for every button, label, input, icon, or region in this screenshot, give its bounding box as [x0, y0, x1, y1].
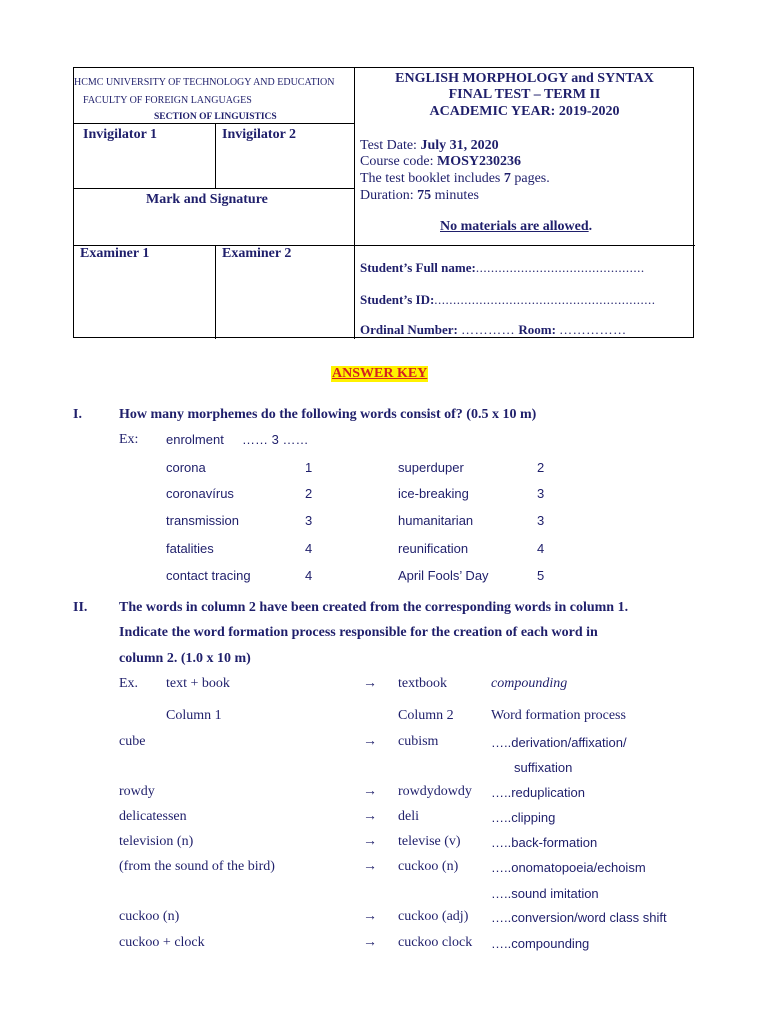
morpheme-count: 1: [305, 460, 313, 475]
arrow-icon: →: [363, 935, 377, 950]
section-2-ex-label: Ex.: [119, 676, 139, 691]
column-3-header: Word formation process: [491, 708, 626, 723]
morpheme-count: 3: [305, 513, 313, 528]
morpheme-word: fatalities: [166, 541, 214, 556]
university-name: HCMC UNIVERSITY OF TECHNOLOGY AND EDUCATION: [74, 77, 335, 88]
examiner-divider: [215, 245, 216, 339]
source-word: cuckoo (n): [119, 909, 180, 924]
section-1-ex-label: Ex:: [119, 432, 139, 447]
source-word: cube: [119, 734, 146, 749]
ordinal-room: Ordinal Number: ………… Room: ……………: [360, 322, 627, 337]
formation-process: …..onomatopoeia/echoism: [491, 860, 646, 875]
morpheme-count: 4: [537, 541, 545, 556]
arrow-icon: →: [363, 784, 377, 799]
arrow-icon: →: [363, 859, 377, 874]
header-divider-vertical: [354, 68, 355, 339]
morpheme-count: 5: [537, 568, 545, 583]
morpheme-word: transmission: [166, 513, 239, 528]
section-1-number: I.: [73, 407, 82, 422]
examiner-2-label: Examiner 2: [222, 246, 292, 261]
section-2-question-3: column 2. (1.0 x 10 m): [119, 651, 251, 666]
formation-process: …..compounding: [491, 936, 590, 951]
morpheme-word: coronavírus: [166, 486, 234, 501]
course-title-line-2: FINAL TEST – TERM II: [448, 87, 601, 102]
section-2-number: II.: [73, 600, 88, 615]
invigilator-2-label: Invigilator 2: [222, 127, 297, 142]
arrow-icon: →: [363, 809, 377, 824]
section-2-ex-source: text + book: [166, 676, 230, 691]
invigilator-divider: [215, 123, 216, 188]
morpheme-count: 4: [305, 568, 313, 583]
student-id: Student’s ID:...........................................................: [360, 292, 656, 307]
source-word: television (n): [119, 834, 194, 849]
student-full-name: Student’s Full name:.............................................: [360, 260, 645, 275]
formation-process: …..clipping: [491, 810, 556, 825]
source-word: (from the sound of the bird): [119, 859, 275, 874]
header-line-1: [74, 123, 354, 124]
section-2-question-1: The words in column 2 have been created from the corresponding words in column 1.: [119, 600, 629, 615]
arrow-icon: →: [363, 834, 377, 849]
test-date: Test Date: July 31, 2020: [360, 138, 499, 153]
morpheme-count: 3: [537, 486, 545, 501]
formation-process: …..derivation/affixation/: [491, 735, 627, 750]
arrow-icon: →: [363, 676, 377, 691]
section-2-ex-process: compounding: [491, 676, 568, 691]
target-word: cuckoo (n): [398, 859, 459, 874]
arrow-icon: →: [363, 734, 377, 749]
section-1-ex-answer: …… 3 ……: [242, 432, 309, 447]
header-line-2: [74, 188, 354, 189]
source-word: delicatessen: [119, 809, 187, 824]
column-2-header: Column 2: [398, 708, 454, 723]
formation-process: suffixation: [514, 760, 573, 775]
course-title-line-1: ENGLISH MORPHOLOGY and SYNTAX: [395, 71, 654, 86]
morpheme-count: 3: [537, 513, 545, 528]
course-title-line-3: ACADEMIC YEAR: 2019-2020: [429, 104, 620, 119]
target-word: deli: [398, 809, 419, 824]
invigilator-1-label: Invigilator 1: [83, 127, 158, 142]
section-1-ex-word: enrolment: [166, 432, 224, 447]
faculty-name: FACULTY OF FOREIGN LANGUAGES: [83, 95, 252, 106]
header-line-3: [74, 245, 695, 246]
mark-signature-label: Mark and Signature: [146, 192, 268, 207]
morpheme-count: 4: [305, 541, 313, 556]
formation-process: …..sound imitation: [491, 886, 599, 901]
morpheme-word: corona: [166, 460, 206, 475]
section-2-ex-target: textbook: [398, 676, 447, 691]
morpheme-word: contact tracing: [166, 568, 251, 583]
morpheme-word: humanitarian: [398, 513, 474, 528]
course-code: Course code: MOSY230236: [360, 154, 521, 169]
source-word: rowdy: [119, 784, 155, 799]
duration: Duration: 75 minutes: [360, 188, 479, 203]
target-word: cuckoo clock: [398, 935, 473, 950]
formation-process: …..conversion/word class shift: [491, 910, 667, 925]
examiner-1-label: Examiner 1: [80, 246, 150, 261]
section-2-question-2: Indicate the word formation process responsible for the creation of each word in: [119, 625, 598, 640]
page-count: The test booklet includes 7 pages.: [360, 171, 550, 186]
formation-process: …..reduplication: [491, 785, 585, 800]
morpheme-word: reunification: [398, 541, 469, 556]
target-word: televise (v): [398, 834, 461, 849]
source-word: cuckoo + clock: [119, 935, 205, 950]
morpheme-word: superduper: [398, 460, 464, 475]
section-name: SECTION OF LINGUISTICS: [154, 112, 277, 122]
morpheme-count: 2: [537, 460, 545, 475]
formation-process: …..back-formation: [491, 835, 598, 850]
target-word: cubism: [398, 734, 439, 749]
no-materials-note: No materials are allowed.: [440, 219, 593, 234]
morpheme-word: ice-breaking: [398, 486, 469, 501]
arrow-icon: →: [363, 909, 377, 924]
answer-key-title: ANSWER KEY: [332, 366, 428, 381]
target-word: rowdydowdy: [398, 784, 472, 799]
target-word: cuckoo (adj): [398, 909, 469, 924]
column-1-header: Column 1: [166, 708, 222, 723]
morpheme-count: 2: [305, 486, 313, 501]
morpheme-word: April Fools’ Day: [398, 568, 489, 583]
header-table: [73, 67, 694, 338]
section-1-question: How many morphemes do the following words consist of? (0.5 x 10 m): [119, 407, 537, 422]
